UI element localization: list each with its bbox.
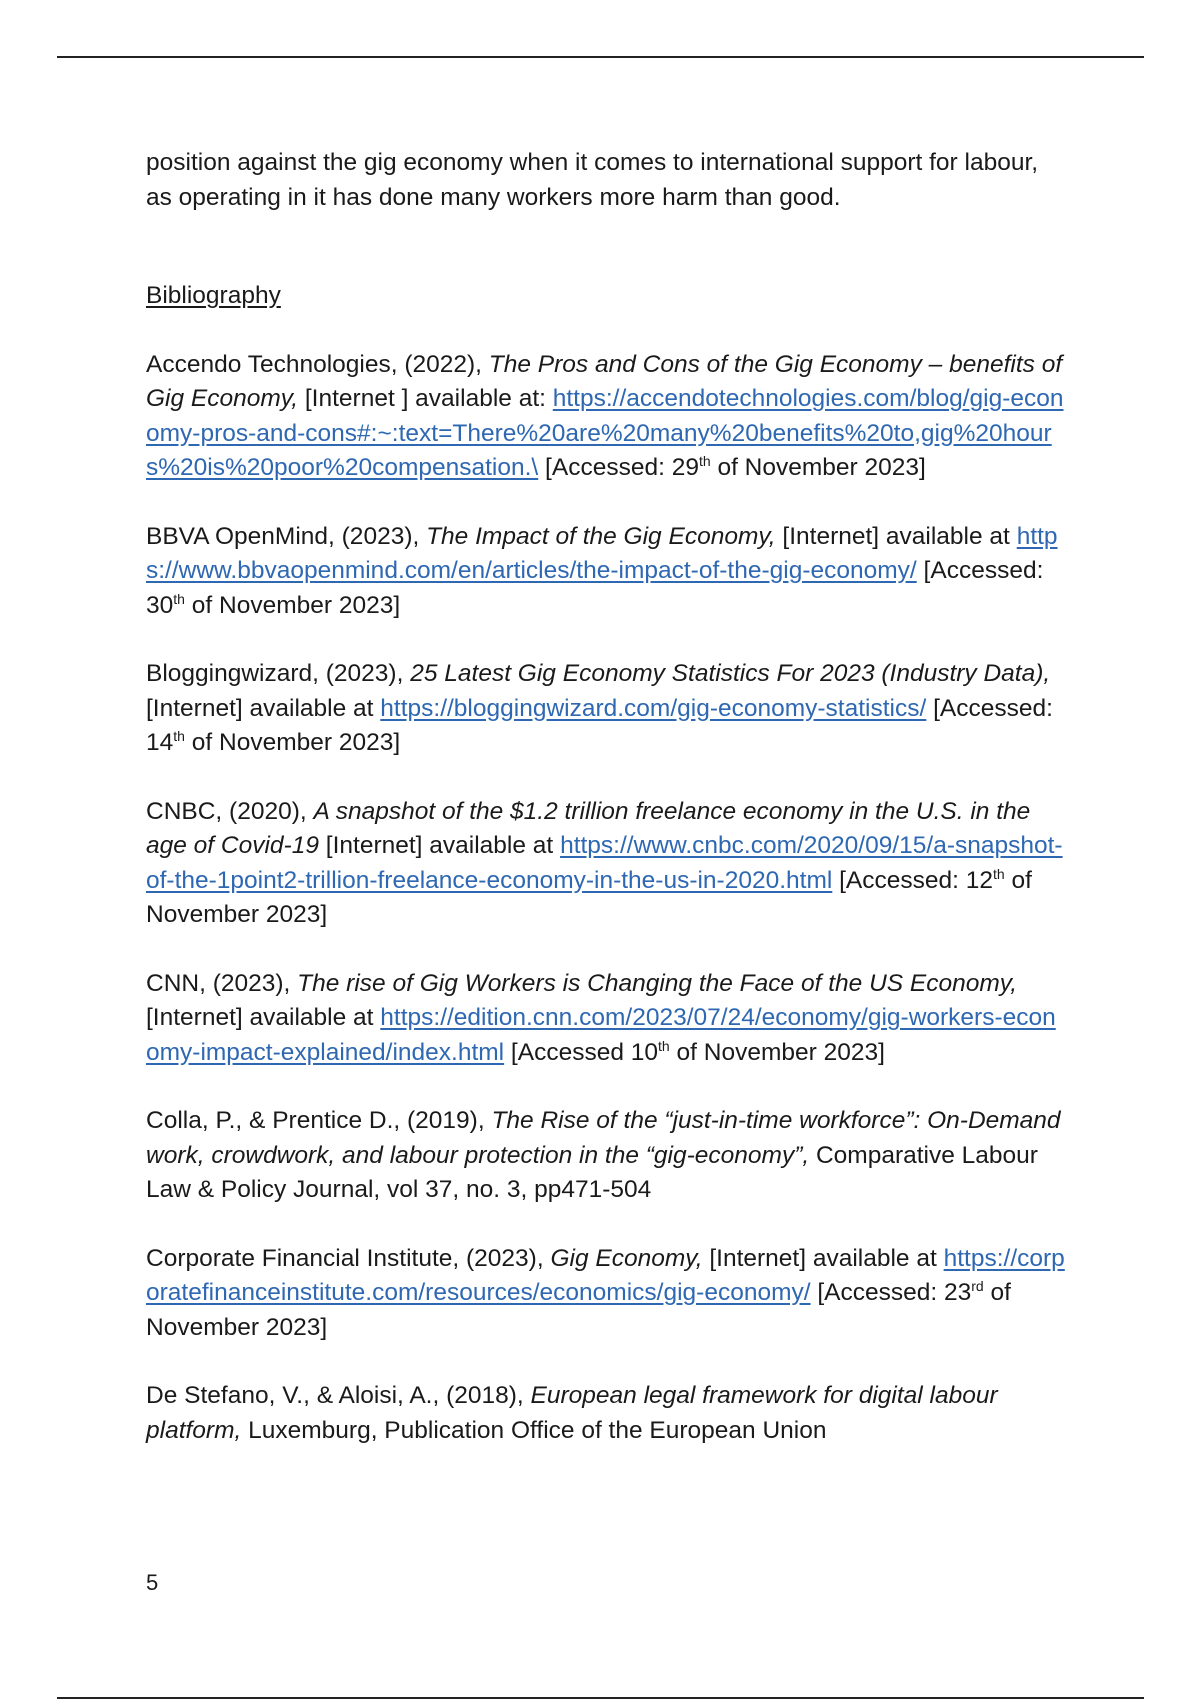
- entry-link[interactable]: https://edition.cnn.com/2023/07/24/economy/gig-workers-economy-impact-explained/index.html: [146, 1004, 1056, 1066]
- entry-accessed-ordinal: th: [993, 865, 1005, 882]
- entry-source: [Internet] available at: [146, 1004, 381, 1031]
- entry-title: A snapshot of the $1.2 trillion freelance economy in the U.S. in the age of Covid-19: [146, 797, 1031, 859]
- entry-accessed: [Accessed: 14: [146, 694, 1053, 756]
- document-page: [146, 146, 1066, 1448]
- header-rule: [57, 56, 1144, 58]
- entry-accessed: [Accessed: 30: [146, 557, 1044, 619]
- entry-title: The rise of Gig Workers is Changing the Face of the US Economy,: [297, 969, 1018, 997]
- entry-title: European legal framework for digital labour platform,: [146, 1382, 998, 1444]
- entry-title: The Pros and Cons of the Gig Economy – benefits of Gig Economy,: [146, 350, 1063, 412]
- entry-accessed-ordinal: th: [658, 1037, 670, 1054]
- bibliography-entry: [146, 1242, 1066, 1346]
- entry-accessed-date: of November 2023]: [146, 866, 1032, 928]
- entry-title: Gig Economy,: [550, 1244, 703, 1272]
- entry-link[interactable]: https://accendotechnologies.com/blog/gig-economy-pros-and-cons#:~:text=There%20are%20many%20benefits%20to,gig%20hours%20is%20poor%20compensation.\: [146, 385, 1064, 481]
- bibliography-entry: [146, 1104, 1066, 1208]
- entry-author: Bloggingwizard, (2023),: [146, 660, 411, 687]
- bibliography-entry: [146, 348, 1066, 486]
- entry-title: The Impact of the Gig Economy,: [426, 522, 776, 550]
- entry-author: CNBC, (2020),: [146, 797, 314, 825]
- entry-link[interactable]: https://corporatefinanceinstitute.com/resources/economics/gig-economy/: [146, 1244, 1065, 1306]
- bibliography-heading-text: Bibliography: [146, 282, 281, 309]
- entry-accessed-ordinal: th: [698, 452, 711, 469]
- entry-author: Accendo Technologies, (2022),: [146, 350, 489, 378]
- entry-accessed: [Accessed: 23: [810, 1279, 972, 1306]
- entry-accessed-ordinal: rd: [971, 1277, 984, 1294]
- entry-accessed-date: of November 2023]: [184, 729, 401, 756]
- entry-link[interactable]: https://www.cnbc.com/2020/09/15/a-snapshot-of-the-1point2-trillion-freelance-economy-in-the-us-in-2020.html: [146, 832, 1063, 894]
- entry-author: De Stefano, V., & Aloisi, A., (2018),: [146, 1382, 531, 1409]
- entry-source: [Internet] available at: [702, 1244, 944, 1272]
- entry-accessed-date: of November 2023]: [184, 591, 401, 619]
- entry-accessed: [Accessed: 29: [538, 454, 699, 481]
- bibliography-entry: [146, 1379, 1066, 1448]
- bibliography-entry: [146, 657, 1066, 761]
- entry-source: [Internet] available at: [775, 522, 1017, 550]
- entry-author: BBVA OpenMind, (2023),: [146, 522, 427, 550]
- entry-source: [Internet] available at: [146, 694, 381, 722]
- bibliography-entry: [146, 795, 1066, 933]
- entry-title: 25 Latest Gig Economy Statistics For 2023 (Industry Data),: [410, 660, 1051, 687]
- entry-author: Corporate Financial Institute, (2023),: [146, 1244, 551, 1272]
- bibliography-entry: [146, 520, 1066, 624]
- page-number: 5: [146, 1570, 159, 1595]
- entry-source: [Internet] available at: [318, 832, 561, 859]
- entry-author: Colla, P., & Prentice D., (2019),: [146, 1107, 492, 1134]
- bibliography-heading: [146, 279, 1066, 314]
- entry-accessed-ordinal: th: [173, 727, 185, 744]
- entry-title: The Rise of the “just-in-time workforce”: On-Demand work, crowdwork, and labour protection in the “gig-economy”,: [146, 1107, 1061, 1169]
- entry-accessed-ordinal: th: [173, 590, 185, 607]
- entry-link[interactable]: https://bloggingwizard.com/gig-economy-statistics/: [380, 694, 927, 722]
- entry-link[interactable]: https://www.bbvaopenmind.com/en/articles/the-impact-of-the-gig-economy/: [146, 522, 1058, 584]
- entry-accessed-date: of November 2023]: [146, 1279, 1011, 1341]
- entry-accessed: [Accessed 10: [504, 1038, 659, 1066]
- entry-accessed-date: of November 2023]: [710, 454, 926, 481]
- entry-accessed-date: of November 2023]: [669, 1038, 885, 1066]
- entry-accessed: [Accessed: 12: [832, 866, 994, 894]
- entry-source: Luxemburg, Publication Office of the European Union: [241, 1416, 827, 1444]
- entry-source: Comparative Labour Law & Policy Journal, vol 37, no. 3, pp471-504: [146, 1141, 1038, 1203]
- footer-rule: [57, 1697, 1144, 1699]
- entry-source: [Internet ] available at:: [298, 385, 553, 412]
- intro-paragraph: position against the gig economy when it comes to international support for labour, as operating in it has done many workers more harm than good.: [146, 149, 1039, 211]
- entry-author: CNN, (2023),: [146, 969, 298, 997]
- bibliography-entry: [146, 967, 1066, 1071]
